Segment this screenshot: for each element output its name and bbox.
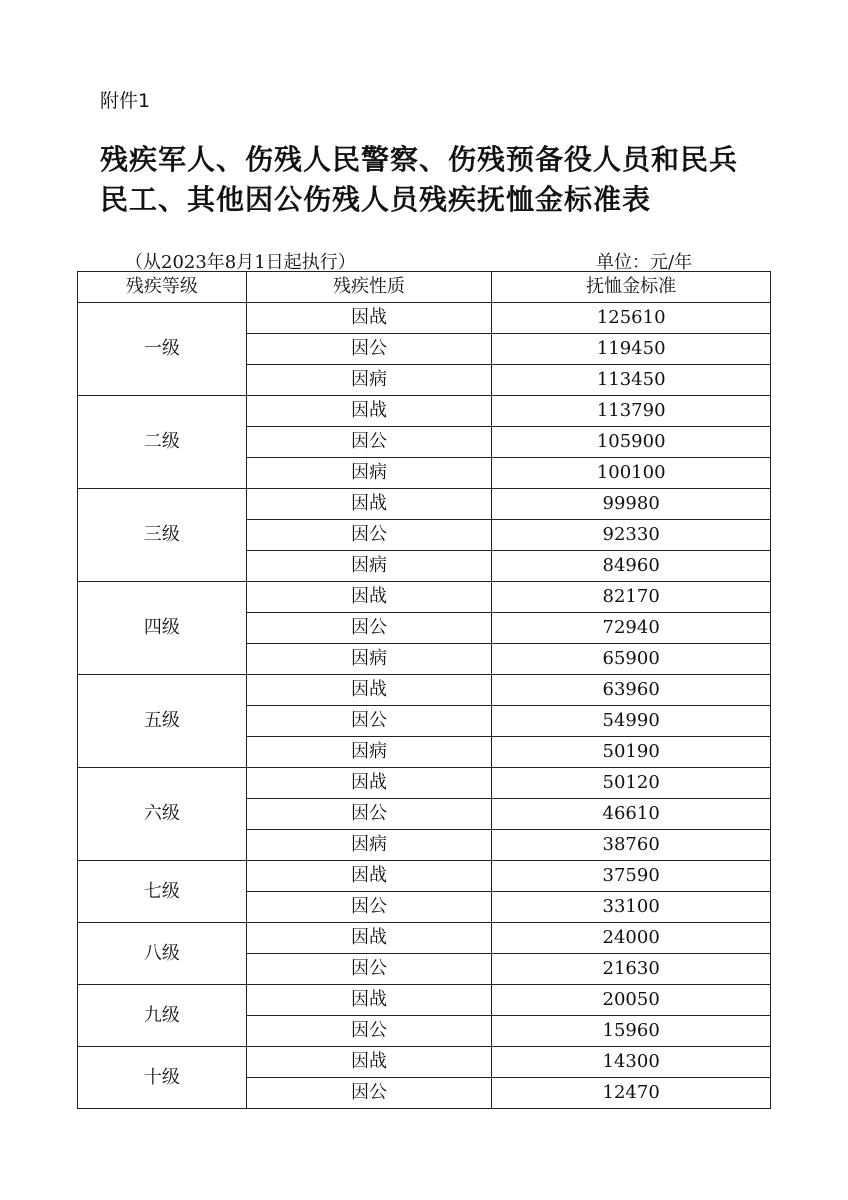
amount-cell: 82170 <box>492 582 771 613</box>
grade-cell: 十级 <box>78 1047 247 1109</box>
effective-date-note: （从2023年8月1日起执行） <box>125 252 356 273</box>
title-line-1: 残疾军人、伤残人民警察、伤残预备役人员和民兵 <box>100 143 739 176</box>
grade-cell: 七级 <box>78 861 247 923</box>
nature-cell: 因战 <box>246 923 492 954</box>
nature-cell: 因公 <box>246 892 492 923</box>
nature-cell: 因病 <box>246 644 492 675</box>
amount-cell: 84960 <box>492 551 771 582</box>
grade-cell: 九级 <box>78 985 247 1047</box>
nature-cell: 因公 <box>246 520 492 551</box>
amount-cell: 38760 <box>492 830 771 861</box>
amount-cell: 12470 <box>492 1078 771 1109</box>
grade-cell: 四级 <box>78 582 247 675</box>
nature-cell: 因公 <box>246 954 492 985</box>
nature-cell: 因病 <box>246 551 492 582</box>
grade-cell: 三级 <box>78 489 247 582</box>
table-row <box>78 768 771 799</box>
amount-cell: 54990 <box>492 706 771 737</box>
amount-cell: 46610 <box>492 799 771 830</box>
nature-cell: 因公 <box>246 1078 492 1109</box>
nature-cell: 因战 <box>246 303 492 334</box>
nature-cell: 因战 <box>246 768 492 799</box>
table-row <box>78 923 771 954</box>
amount-cell: 105900 <box>492 427 771 458</box>
grade-cell: 五级 <box>78 675 247 768</box>
amount-cell: 37590 <box>492 861 771 892</box>
nature-cell: 因公 <box>246 1016 492 1047</box>
nature-cell: 因战 <box>246 985 492 1016</box>
amount-cell: 119450 <box>492 334 771 365</box>
amount-cell: 21630 <box>492 954 771 985</box>
nature-cell: 因公 <box>246 706 492 737</box>
amount-cell: 113450 <box>492 365 771 396</box>
table-row <box>78 861 771 892</box>
nature-cell: 因战 <box>246 675 492 706</box>
pension-standard-table <box>77 271 771 1109</box>
amount-cell: 65900 <box>492 644 771 675</box>
unit-note: 单位：元/年 <box>596 252 693 273</box>
amount-cell: 24000 <box>492 923 771 954</box>
table-header-row <box>78 272 771 303</box>
amount-cell: 33100 <box>492 892 771 923</box>
attachment-label: 附件1 <box>100 90 151 112</box>
amount-cell: 50120 <box>492 768 771 799</box>
nature-cell: 因公 <box>246 427 492 458</box>
document-title <box>100 140 780 220</box>
amount-cell: 72940 <box>492 613 771 644</box>
amount-cell: 14300 <box>492 1047 771 1078</box>
amount-cell: 63960 <box>492 675 771 706</box>
nature-cell: 因病 <box>246 830 492 861</box>
amount-cell: 99980 <box>492 489 771 520</box>
amount-cell: 100100 <box>492 458 771 489</box>
nature-cell: 因战 <box>246 861 492 892</box>
nature-cell: 因战 <box>246 396 492 427</box>
grade-cell: 二级 <box>78 396 247 489</box>
column-header-nature: 残疾性质 <box>246 272 492 303</box>
table-row <box>78 675 771 706</box>
nature-cell: 因战 <box>246 489 492 520</box>
amount-cell: 20050 <box>492 985 771 1016</box>
column-header-grade: 残疾等级 <box>78 272 247 303</box>
nature-cell: 因病 <box>246 458 492 489</box>
grade-cell: 八级 <box>78 923 247 985</box>
amount-cell: 125610 <box>492 303 771 334</box>
table-row <box>78 985 771 1016</box>
nature-cell: 因公 <box>246 613 492 644</box>
table-row <box>78 582 771 613</box>
grade-cell: 一级 <box>78 303 247 396</box>
nature-cell: 因战 <box>246 582 492 613</box>
table-row <box>78 396 771 427</box>
table-row <box>78 303 771 334</box>
grade-cell: 六级 <box>78 768 247 861</box>
table-row <box>78 1047 771 1078</box>
nature-cell: 因病 <box>246 737 492 768</box>
table-body <box>78 303 771 1109</box>
column-header-amount: 抚恤金标准 <box>492 272 771 303</box>
nature-cell: 因病 <box>246 365 492 396</box>
amount-cell: 113790 <box>492 396 771 427</box>
amount-cell: 92330 <box>492 520 771 551</box>
table-row <box>78 489 771 520</box>
nature-cell: 因公 <box>246 334 492 365</box>
amount-cell: 15960 <box>492 1016 771 1047</box>
title-line-2: 民工、其他因公伤残人员残疾抚恤金标准表 <box>100 183 652 216</box>
nature-cell: 因公 <box>246 799 492 830</box>
nature-cell: 因战 <box>246 1047 492 1078</box>
amount-cell: 50190 <box>492 737 771 768</box>
